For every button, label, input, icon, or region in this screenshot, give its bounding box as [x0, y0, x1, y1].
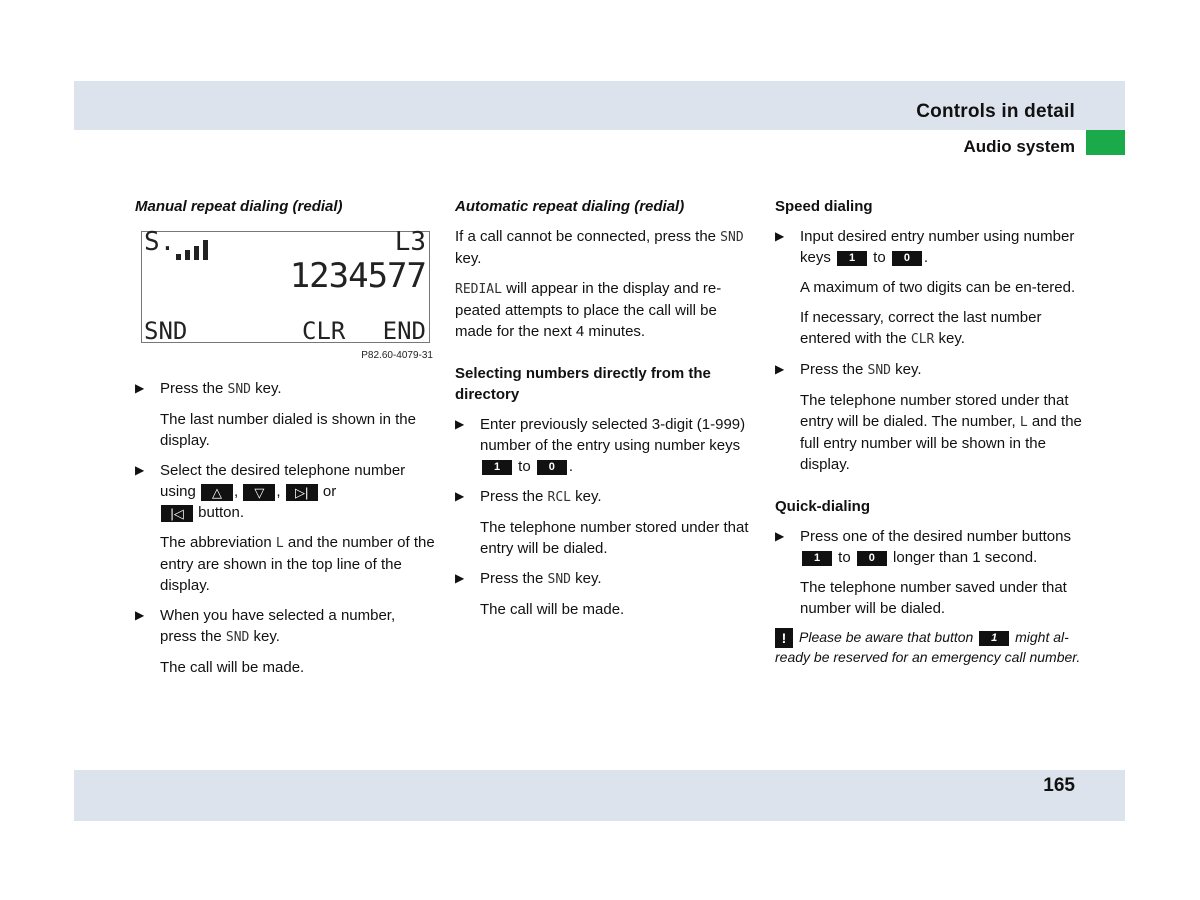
- step-press-snd: ▶ Press the SND key.: [135, 380, 282, 397]
- step-enter-number: ▶ Enter previously selected 3-digit (1-999) number of the entry using number keys 1 to 0 .: [455, 416, 746, 475]
- signal-bars-icon: [176, 240, 216, 260]
- lcd-number: 1234577: [289, 256, 426, 296]
- lcd-signal: S.: [144, 227, 176, 257]
- warning-icon: !: [775, 628, 793, 648]
- section-marker: [1086, 130, 1125, 155]
- text-abbreviation: The abbreviation L and the number of the entry are shown in the top line of the display.: [160, 534, 435, 594]
- emergency-note: ! Please be aware that button 1 might al-ready be reserved for an emergency call number.: [775, 629, 1081, 666]
- bullet-arrow-icon: ▶: [775, 362, 785, 376]
- key-1-icon: 1: [482, 460, 512, 475]
- lcd-soft-snd: SND: [144, 317, 188, 345]
- heading-speed-dialing: Speed dialing: [775, 198, 873, 215]
- step-select-number: ▶ Select the desired telephone number using △ , ▽ , ▷| or |◁ button.: [135, 462, 406, 521]
- key-1-icon: 1: [837, 251, 867, 266]
- step-press-snd-2: ▶ When you have selected a number, press the SND key.: [135, 607, 396, 645]
- bullet-arrow-icon: ▶: [775, 229, 785, 243]
- column-manual-redial: [135, 196, 435, 687]
- bullet-arrow-icon: ▶: [455, 571, 465, 585]
- lcd-display: [141, 227, 430, 345]
- key-0-icon: 0: [892, 251, 922, 266]
- text-call-made-2: The call will be made.: [480, 601, 625, 618]
- skip-forward-icon: ▷|: [286, 484, 318, 501]
- step-input-entry: ▶ Input desired entry number using number keys 1 to 0 .: [775, 228, 1075, 266]
- bullet-arrow-icon: ▶: [455, 417, 465, 431]
- bullet-arrow-icon: ▶: [775, 529, 785, 543]
- lcd-soft-end: END: [382, 317, 426, 345]
- bullet-arrow-icon: ▶: [455, 489, 465, 503]
- up-button-icon: △: [201, 484, 233, 501]
- column-auto-redial: [455, 196, 755, 629]
- bullet-arrow-icon: ▶: [135, 608, 145, 622]
- text-number-dialed: The telephone number stored under that entry will be dialed. The number, L and the full entry number will be shown in the display.: [800, 392, 1082, 473]
- text-stored-number: The telephone number stored under that entry will be dialed.: [480, 519, 749, 557]
- skip-back-icon: |◁: [161, 505, 193, 522]
- text-number-saved: The telephone number saved under that number will be dialed.: [800, 579, 1067, 617]
- footer-band: [74, 770, 1125, 821]
- key-0-icon: 0: [857, 551, 887, 566]
- heading-manual-redial: Manual repeat dialing (redial): [135, 198, 343, 215]
- key-0-icon: 0: [537, 460, 567, 475]
- key-1-icon: 1: [979, 631, 1009, 646]
- heading-directory: Selecting numbers directly from the directory: [455, 365, 711, 403]
- heading-auto-redial: Automatic repeat dialing (redial): [455, 198, 685, 215]
- page-number: 165: [1043, 775, 1075, 796]
- lcd-soft-clr: CLR: [302, 317, 346, 345]
- step-press-snd-3: ▶ Press the SND key.: [455, 570, 602, 587]
- figure-caption: P82.60-4079-31: [361, 350, 433, 361]
- lcd-line: L3: [394, 227, 426, 257]
- text-cannot-connect: If a call cannot be connected, press the SND key.: [455, 228, 744, 267]
- text-last-number: The last number dialed is shown in the display.: [160, 411, 416, 449]
- step-press-number-button: ▶ Press one of the desired number buttons 1 to 0 longer than 1 second.: [775, 528, 1071, 566]
- bullet-arrow-icon: ▶: [135, 381, 145, 395]
- bullet-arrow-icon: ▶: [135, 463, 145, 477]
- column-speed-dialing: [775, 196, 1085, 667]
- text-call-made: The call will be made.: [160, 659, 305, 676]
- key-1-icon: 1: [802, 551, 832, 566]
- section-title: Controls in detail: [916, 101, 1075, 122]
- text-max-digits: A maximum of two digits can be en-tered.: [800, 279, 1076, 296]
- text-redial-info: REDIAL will appear in the display and re-peated attempts to place the call will be made for the next 4 minutes.: [455, 280, 722, 340]
- text-correct-number: If necessary, correct the last number entered with the CLR key.: [800, 309, 1042, 347]
- step-press-rcl: ▶ Press the RCL key.: [455, 488, 602, 505]
- section-subtitle: Audio system: [963, 137, 1075, 156]
- down-button-icon: ▽: [243, 484, 275, 501]
- step-press-snd-4: ▶ Press the SND key.: [775, 361, 922, 378]
- heading-quick-dialing: Quick-dialing: [775, 498, 871, 515]
